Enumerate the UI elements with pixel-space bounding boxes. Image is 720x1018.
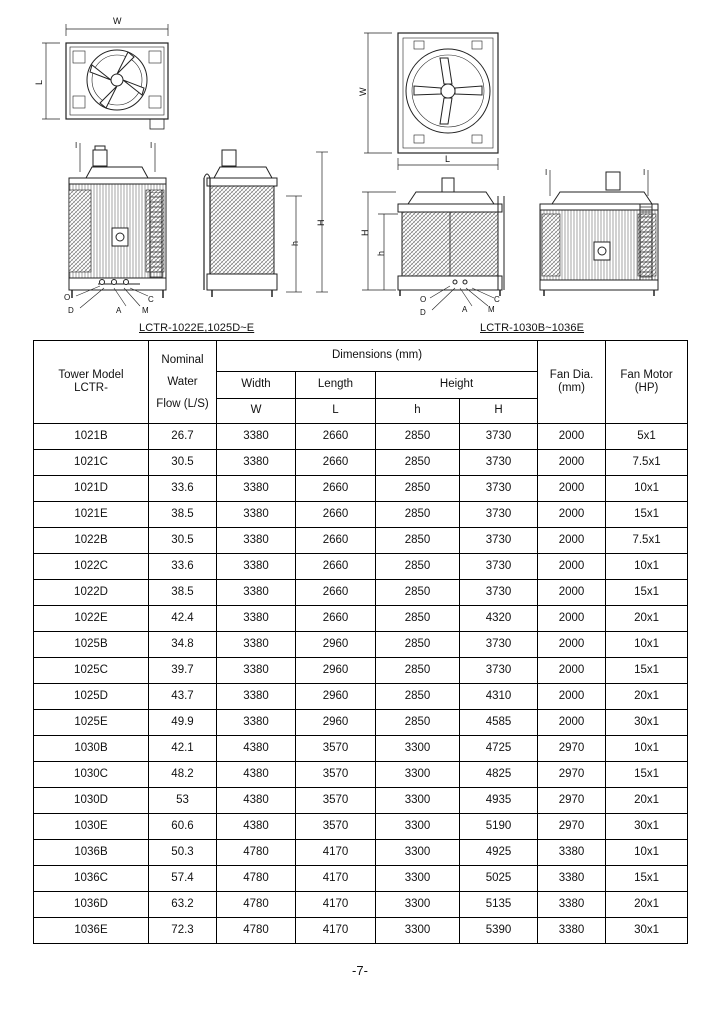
cell-h: 3300: [376, 866, 460, 892]
cell-fan-motor: 15x1: [606, 762, 688, 788]
cell-fan-dia: 2000: [538, 502, 606, 528]
cell-fan-motor: 15x1: [606, 658, 688, 684]
table-row: [34, 450, 688, 476]
cell-width: 3380: [217, 424, 296, 450]
inlet-label-right-b: I: [643, 168, 646, 177]
cell-h: 2850: [376, 476, 460, 502]
header-nominal-flow-line2: Water: [167, 376, 198, 388]
cell-model: 1030E: [34, 814, 149, 840]
front-elevation-small: [69, 143, 166, 308]
table-row: [34, 658, 688, 684]
cell-model: 1030B: [34, 736, 149, 762]
manual-makeup-label-left: M: [142, 306, 149, 315]
cell-model: 1021D: [34, 476, 149, 502]
cell-length: 4170: [296, 918, 376, 944]
width-dim-label: W: [113, 16, 122, 26]
cell-length: 2660: [296, 528, 376, 554]
cell-H: 4925: [460, 840, 538, 866]
table-row: [34, 736, 688, 762]
header-fan-motor: [606, 341, 688, 424]
cell-model: 1025B: [34, 632, 149, 658]
cell-width: 3380: [217, 528, 296, 554]
table-row: [34, 814, 688, 840]
cell-length: 4170: [296, 866, 376, 892]
cell-fan-dia: 2000: [538, 450, 606, 476]
cell-fan-motor: 30x1: [606, 710, 688, 736]
header-fan-motor-line2: (HP): [634, 382, 659, 394]
header-tower-model-line2: LCTR-: [74, 382, 108, 394]
table-row: [34, 606, 688, 632]
inlet-label-left-a: I: [75, 141, 78, 150]
cell-H: 3730: [460, 502, 538, 528]
cell-flow: 30.5: [149, 450, 217, 476]
cell-fan-motor: 20x1: [606, 684, 688, 710]
table-row: [34, 762, 688, 788]
table-row: [34, 918, 688, 944]
cell-length: 2960: [296, 632, 376, 658]
cell-width: 3380: [217, 450, 296, 476]
cell-flow: 39.7: [149, 658, 217, 684]
cell-fan-dia: 2000: [538, 632, 606, 658]
cell-length: 2660: [296, 580, 376, 606]
header-W: W: [217, 399, 296, 424]
table-row: [34, 710, 688, 736]
cell-length: 2660: [296, 424, 376, 450]
caption-right-model-range: LCTR-1030B~1036E: [480, 322, 585, 334]
cell-model: 1022E: [34, 606, 149, 632]
cell-flow: 48.2: [149, 762, 217, 788]
cell-width: 3380: [217, 684, 296, 710]
cell-fan-dia: 3380: [538, 866, 606, 892]
cell-width: 3380: [217, 658, 296, 684]
connection-label-right: C: [494, 295, 500, 304]
cell-flow: 72.3: [149, 918, 217, 944]
header-tower-model: [34, 341, 149, 424]
cell-fan-motor: 20x1: [606, 892, 688, 918]
cell-H: 4585: [460, 710, 538, 736]
cell-width: 4380: [217, 788, 296, 814]
cell-fan-motor: 30x1: [606, 918, 688, 944]
cell-length: 3570: [296, 788, 376, 814]
cell-fan-dia: 2000: [538, 528, 606, 554]
cell-fan-dia: 2970: [538, 736, 606, 762]
cell-fan-dia: 2970: [538, 814, 606, 840]
cell-H: 4725: [460, 736, 538, 762]
cell-h: 3300: [376, 892, 460, 918]
cell-h: 3300: [376, 840, 460, 866]
top-view-small: [42, 24, 168, 129]
header-fan-dia-line1: Fan Dia.: [549, 368, 594, 381]
table-row: [34, 840, 688, 866]
cell-width: 4780: [217, 840, 296, 866]
cell-h: 3300: [376, 918, 460, 944]
header-nominal-flow: [149, 341, 217, 424]
cell-fan-dia: 2970: [538, 762, 606, 788]
cell-length: 2960: [296, 710, 376, 736]
cell-fan-motor: 7.5x1: [606, 528, 688, 554]
cell-flow: 53: [149, 788, 217, 814]
cell-h: 2850: [376, 658, 460, 684]
drain-label-right: D: [420, 308, 426, 317]
cell-flow: 33.6: [149, 476, 217, 502]
cell-length: 4170: [296, 840, 376, 866]
cell-model: 1022B: [34, 528, 149, 554]
auto-makeup-label-right: A: [462, 305, 468, 314]
cell-model: 1036D: [34, 892, 149, 918]
cell-model: 1021B: [34, 424, 149, 450]
inlet-label-right-a: I: [545, 168, 548, 177]
cell-h: 2850: [376, 632, 460, 658]
header-fan-dia-line2: (mm): [558, 382, 585, 394]
cell-flow: 60.6: [149, 814, 217, 840]
cell-H: 3730: [460, 476, 538, 502]
cell-flow: 63.2: [149, 892, 217, 918]
table-row: [34, 866, 688, 892]
cell-width: 3380: [217, 710, 296, 736]
cell-width: 3380: [217, 580, 296, 606]
cell-model: 1036C: [34, 866, 149, 892]
cell-model: 1036E: [34, 918, 149, 944]
table-row: [34, 580, 688, 606]
page-number: -7-: [352, 963, 368, 978]
cell-fan-motor: 30x1: [606, 814, 688, 840]
drain-label-left: D: [68, 306, 74, 315]
cell-fan-motor: 10x1: [606, 632, 688, 658]
cell-fan-motor: 20x1: [606, 788, 688, 814]
H-dim-label-right: H: [360, 229, 370, 236]
cell-length: 3570: [296, 814, 376, 840]
cell-model: 1030C: [34, 762, 149, 788]
header-dimensions: Dimensions (mm): [217, 341, 538, 372]
cell-length: 4170: [296, 892, 376, 918]
cell-width: 4780: [217, 866, 296, 892]
auto-makeup-label-left: A: [116, 306, 122, 315]
header-width: Width: [217, 372, 296, 399]
cell-width: 4780: [217, 892, 296, 918]
cell-flow: 38.5: [149, 502, 217, 528]
table-row: [34, 788, 688, 814]
cell-model: 1022C: [34, 554, 149, 580]
cell-fan-motor: 10x1: [606, 736, 688, 762]
cell-fan-dia: 2000: [538, 658, 606, 684]
cell-fan-dia: 2000: [538, 476, 606, 502]
cell-fan-dia: 3380: [538, 840, 606, 866]
cell-fan-dia: 2000: [538, 606, 606, 632]
overflow-label-right: O: [420, 295, 427, 304]
cell-H: 3730: [460, 658, 538, 684]
cell-h: 2850: [376, 502, 460, 528]
connection-label-left: C: [148, 295, 154, 304]
cell-width: 4380: [217, 762, 296, 788]
cell-flow: 30.5: [149, 528, 217, 554]
top-view-large: [364, 33, 498, 170]
cell-model: 1036B: [34, 840, 149, 866]
cell-width: 4380: [217, 814, 296, 840]
header-nominal-flow-line1: Nominal: [161, 354, 204, 366]
cell-model: 1030D: [34, 788, 149, 814]
cell-width: 3380: [217, 502, 296, 528]
table-row: [34, 554, 688, 580]
cell-H: 4825: [460, 762, 538, 788]
cell-flow: 33.6: [149, 554, 217, 580]
table-row: [34, 684, 688, 710]
cell-h: 2850: [376, 424, 460, 450]
cell-H: 4320: [460, 606, 538, 632]
cell-fan-motor: 15x1: [606, 866, 688, 892]
cell-h: 2850: [376, 606, 460, 632]
cell-H: 5025: [460, 866, 538, 892]
cell-length: 2660: [296, 450, 376, 476]
cell-flow: 26.7: [149, 424, 217, 450]
cell-model: 1021E: [34, 502, 149, 528]
technical-drawings: [0, 0, 720, 340]
cell-fan-dia: 2000: [538, 424, 606, 450]
table-row: [34, 476, 688, 502]
overflow-label-left: O: [64, 293, 71, 302]
cell-flow: 49.9: [149, 710, 217, 736]
cell-model: 1021C: [34, 450, 149, 476]
cell-length: 2660: [296, 502, 376, 528]
cell-fan-motor: 10x1: [606, 476, 688, 502]
cell-H: 5390: [460, 918, 538, 944]
cell-length: 2660: [296, 606, 376, 632]
cell-flow: 57.4: [149, 866, 217, 892]
header-tower-model-line1: Tower Model: [58, 368, 124, 381]
cell-H: 5135: [460, 892, 538, 918]
cell-model: 1025E: [34, 710, 149, 736]
header-L: L: [296, 399, 376, 424]
cell-h: 3300: [376, 736, 460, 762]
cell-h: 2850: [376, 528, 460, 554]
cell-h: 2850: [376, 684, 460, 710]
H-dim-label-left: H: [316, 219, 326, 226]
cell-length: 3570: [296, 736, 376, 762]
cell-flow: 50.3: [149, 840, 217, 866]
cell-flow: 43.7: [149, 684, 217, 710]
side-elevation-large: [362, 178, 504, 310]
h-dim-label-left: h: [290, 240, 300, 246]
table-row: [34, 424, 688, 450]
caption-left-model-range: LCTR-1022E,1025D~E: [139, 322, 255, 334]
cell-flow: 34.8: [149, 632, 217, 658]
width-dim-label-right: W: [358, 87, 368, 96]
cell-fan-motor: 10x1: [606, 840, 688, 866]
specification-table: [33, 340, 688, 944]
cell-fan-dia: 2000: [538, 684, 606, 710]
inlet-label-left-b: I: [150, 141, 153, 150]
cell-h: 2850: [376, 450, 460, 476]
cell-H: 3730: [460, 554, 538, 580]
cell-h: 3300: [376, 814, 460, 840]
cell-flow: 42.1: [149, 736, 217, 762]
cell-h: 3300: [376, 788, 460, 814]
cell-length: 3570: [296, 762, 376, 788]
cell-fan-dia: 2000: [538, 554, 606, 580]
cell-fan-motor: 5x1: [606, 424, 688, 450]
cell-H: 3730: [460, 424, 538, 450]
h-dim-label-right: h: [376, 250, 386, 256]
header-nominal-flow-line3: Flow (L/S): [156, 398, 209, 410]
cell-width: 3380: [217, 476, 296, 502]
cell-width: 4380: [217, 736, 296, 762]
cell-fan-motor: 15x1: [606, 580, 688, 606]
table-row: [34, 528, 688, 554]
cell-width: 3380: [217, 606, 296, 632]
header-fan-motor-line1: Fan Motor: [620, 368, 673, 381]
header-H: H: [460, 399, 538, 424]
table-row: [34, 892, 688, 918]
cell-fan-dia: 2000: [538, 580, 606, 606]
cell-fan-motor: 7.5x1: [606, 450, 688, 476]
cell-H: 3730: [460, 632, 538, 658]
length-dim-label: L: [34, 79, 44, 85]
cell-h: 2850: [376, 554, 460, 580]
cell-flow: 38.5: [149, 580, 217, 606]
cell-h: 2850: [376, 710, 460, 736]
cell-model: 1025D: [34, 684, 149, 710]
cell-fan-dia: 2970: [538, 788, 606, 814]
cell-fan-motor: 20x1: [606, 606, 688, 632]
cell-length: 2660: [296, 554, 376, 580]
table-row: [34, 502, 688, 528]
cell-length: 2960: [296, 658, 376, 684]
cell-fan-dia: 3380: [538, 918, 606, 944]
cell-model: 1022D: [34, 580, 149, 606]
front-elevation-large: [540, 170, 658, 296]
cell-width: 3380: [217, 632, 296, 658]
cell-width: 3380: [217, 554, 296, 580]
cell-h: 2850: [376, 580, 460, 606]
cell-fan-motor: 10x1: [606, 554, 688, 580]
cell-fan-dia: 3380: [538, 892, 606, 918]
cell-length: 2660: [296, 476, 376, 502]
cell-length: 2960: [296, 684, 376, 710]
manual-makeup-label-right: M: [488, 305, 495, 314]
table-row: [34, 632, 688, 658]
cell-fan-dia: 2000: [538, 710, 606, 736]
cell-H: 4310: [460, 684, 538, 710]
cell-model: 1025C: [34, 658, 149, 684]
cell-H: 5190: [460, 814, 538, 840]
cell-H: 4935: [460, 788, 538, 814]
cell-h: 3300: [376, 762, 460, 788]
cell-H: 3730: [460, 528, 538, 554]
cell-H: 3730: [460, 450, 538, 476]
header-h: h: [376, 399, 460, 424]
length-dim-label-right: L: [445, 154, 451, 164]
header-length: Length: [296, 372, 376, 399]
cell-width: 4780: [217, 918, 296, 944]
header-fan-dia: [538, 341, 606, 424]
cell-flow: 42.4: [149, 606, 217, 632]
cell-fan-motor: 15x1: [606, 502, 688, 528]
cell-H: 3730: [460, 580, 538, 606]
header-height: Height: [376, 372, 538, 399]
side-elevation-small: [204, 150, 328, 297]
